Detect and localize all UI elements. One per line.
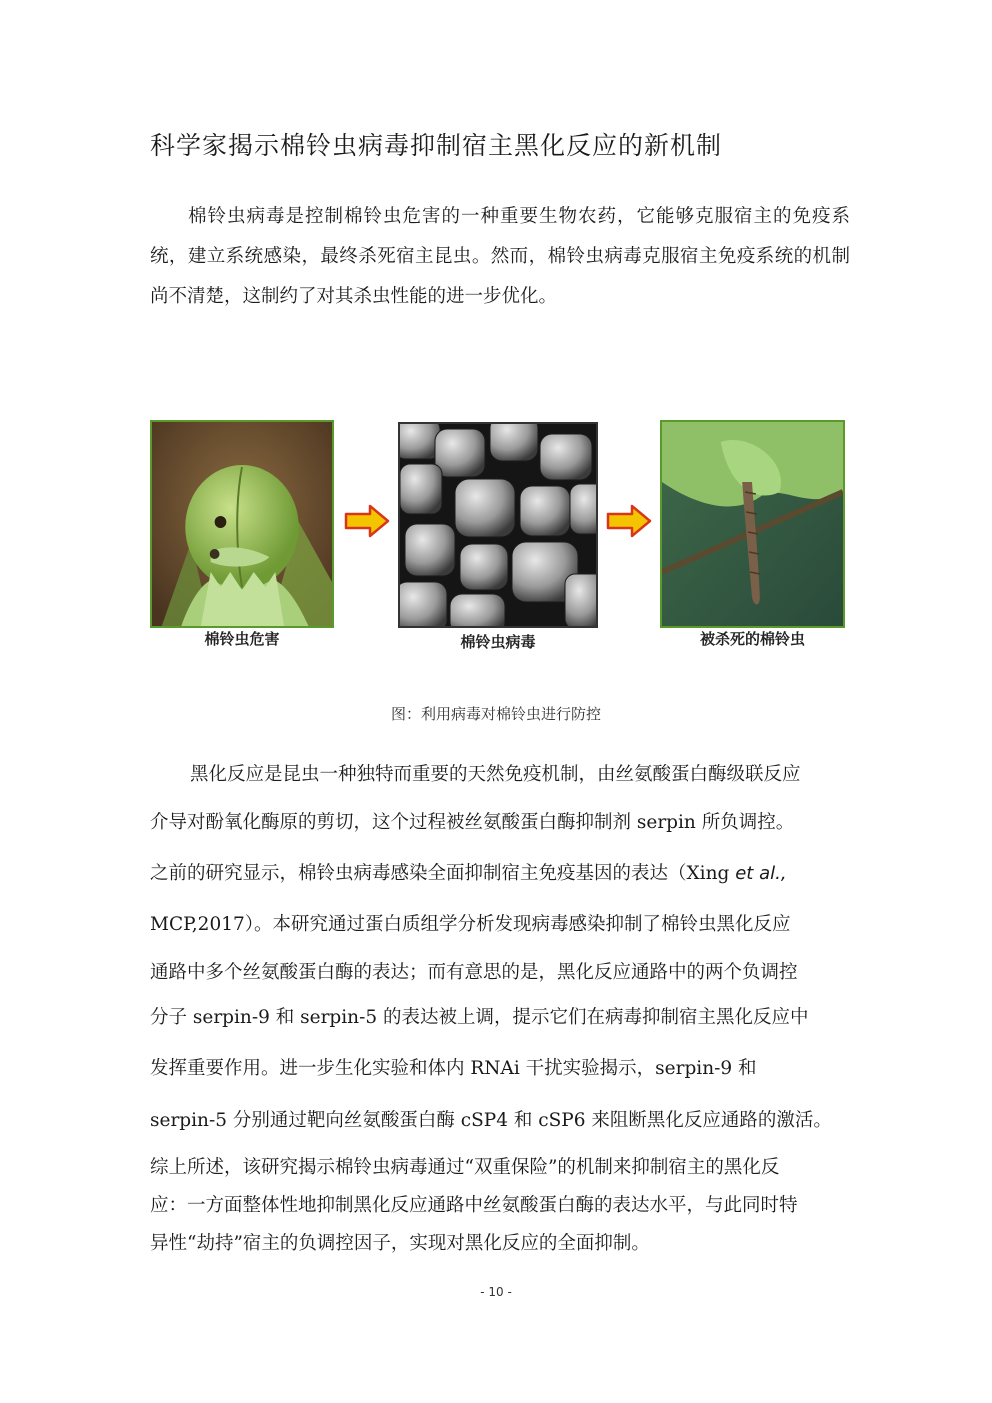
- intro-paragraph: 棉铃虫病毒是控制棉铃虫危害的一种重要生物农药，它能够克服宿主的免疫系统，建立系统感染，最终杀死宿主昆虫。然而，棉铃虫病毒克服宿主免疫系统的机制尚不清楚，这制约了对其杀虫性能的进一步优化。: [150, 206, 850, 307]
- citation-italic: et al.,: [735, 863, 787, 884]
- body-line-text: 之前的研究显示，棉铃虫病毒感染全面抑制宿主免疫基因的表达（Xing: [150, 863, 736, 884]
- body-line: 通路中多个丝氨酸蛋白酶的表达；而有意思的是，黑化反应通路中的两个负调控: [150, 962, 798, 983]
- article-title: 科学家揭示棉铃虫病毒抑制宿主黑化反应的新机制: [150, 131, 723, 160]
- body-line: 介导对酚氧化酶原的剪切，这个过程被丝氨酸蛋白酶抑制剂 serpin 所负调控。: [150, 812, 795, 833]
- body-line: 异性“劫持”宿主的负调控因子，实现对黑化反应的全面抑制。: [150, 1233, 650, 1254]
- panel-label-damage: 棉铃虫危害: [204, 630, 280, 648]
- body-line: 应：一方面整体性地抑制黑化反应通路中丝氨酸蛋白酶的表达水平，与此同时特: [150, 1195, 798, 1216]
- virus-micrograph-image: [398, 422, 598, 628]
- body-line: [150, 860, 787, 888]
- page-number: - 10 -: [480, 1285, 512, 1299]
- figure: [150, 420, 850, 660]
- body-line: 黑化反应是昆虫一种独特而重要的天然免疫机制，由丝氨酸蛋白酶级联反应: [190, 764, 801, 785]
- arrow-right-icon: [344, 504, 390, 538]
- figure-caption: 图：利用病毒对棉铃虫进行防控: [390, 705, 601, 723]
- body-line: 发挥重要作用。进一步生化实验和体内 RNAi 干扰实验揭示，serpin-9 和: [150, 1058, 757, 1079]
- body-line: 综上所述，该研究揭示棉铃虫病毒通过“双重保险”的机制来抑制宿主的黑化反: [150, 1157, 780, 1178]
- panel-label-virus: 棉铃虫病毒: [460, 633, 536, 651]
- body-line: 分子 serpin-9 和 serpin-5 的表达被上调，提示它们在病毒抑制宿主黑化反应中: [150, 1007, 809, 1028]
- body-line: serpin-5 分别通过靶向丝氨酸蛋白酶 cSP4 和 cSP6 来阻断黑化反应通路的激活。: [150, 1110, 832, 1131]
- arrow-right-icon: [606, 504, 652, 538]
- bollworm-damage-image: [150, 420, 334, 628]
- body-line: MCP,2017）。本研究通过蛋白质组学分析发现病毒感染抑制了棉铃虫黑化反应: [150, 914, 791, 935]
- dead-bollworm-image: [660, 420, 845, 628]
- panel-label-dead: 被杀死的棉铃虫: [699, 630, 805, 648]
